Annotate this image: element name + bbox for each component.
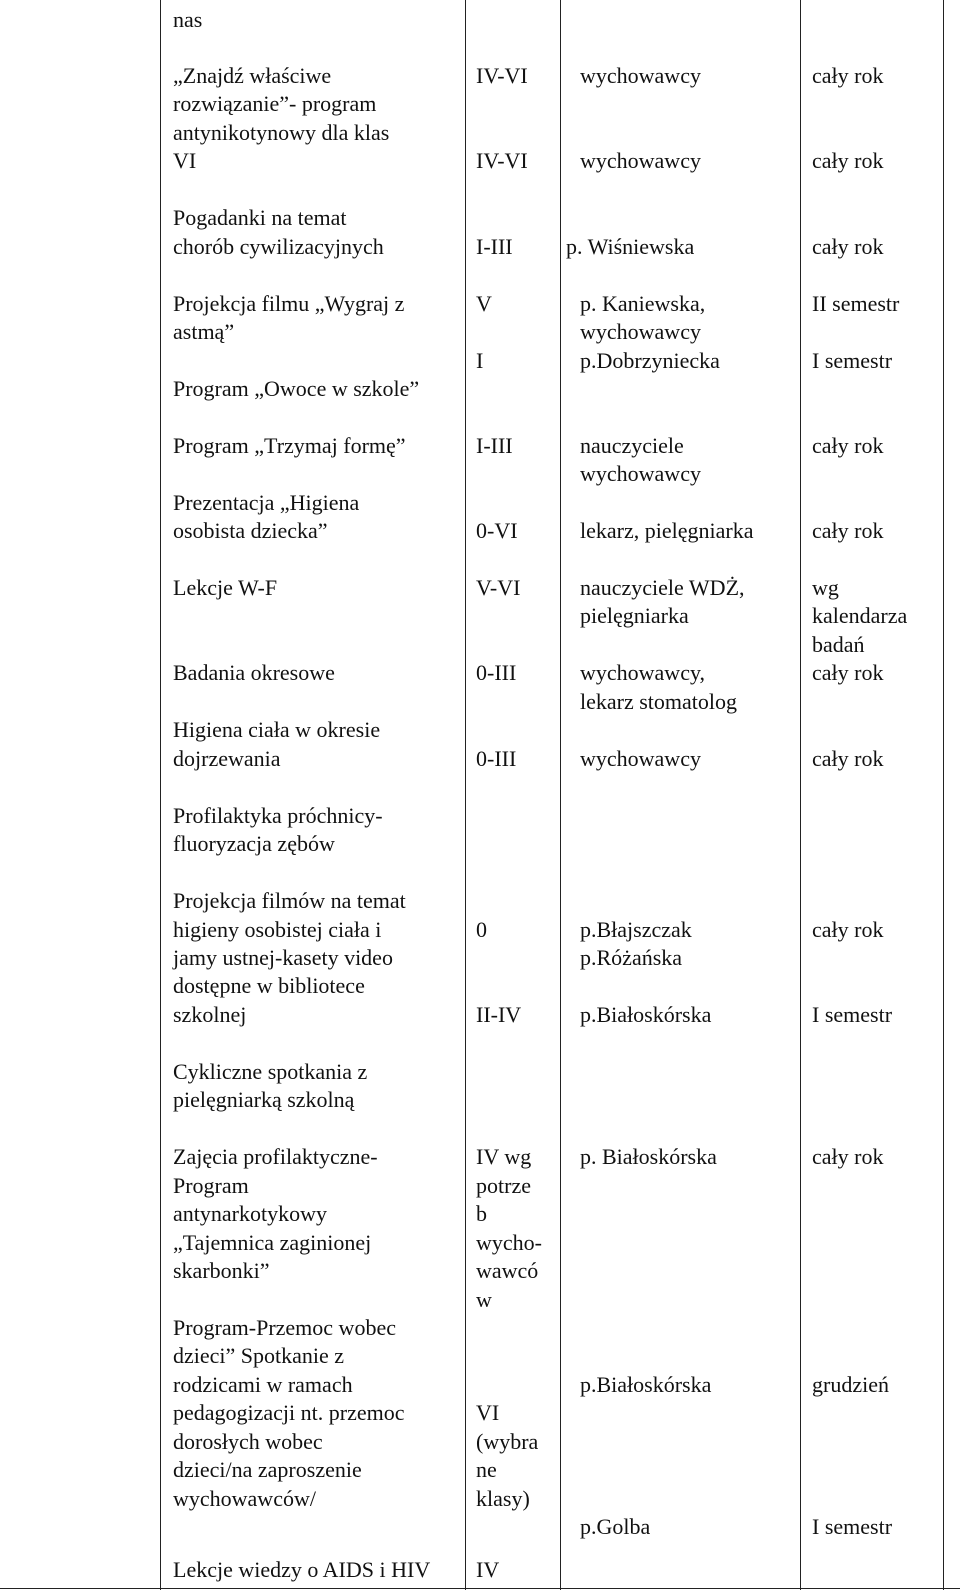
- table-cell: chorób cywilizacyjnych: [173, 234, 384, 259]
- table-cell: wg: [812, 575, 839, 600]
- table-cell: fluoryzacja zębów: [173, 831, 335, 856]
- table-cell: cały rok: [812, 433, 884, 458]
- table-cell: Zajęcia profilaktyczne-: [173, 1144, 378, 1169]
- table-cell: rozwiązanie”- program: [173, 91, 377, 116]
- table-cell: cały rok: [812, 1144, 884, 1169]
- table-cell: pielęgniarka: [580, 603, 689, 628]
- table-cell: Profilaktyka próchnicy-: [173, 803, 383, 828]
- table-cell: wycho-: [476, 1230, 542, 1255]
- table-cell: VI: [173, 148, 197, 173]
- table-cell: IV wg: [476, 1144, 532, 1169]
- table-cell: Cykliczne spotkania z: [173, 1059, 368, 1084]
- table-cell: 0-III: [476, 746, 517, 771]
- table-cell: IV-VI: [476, 63, 528, 88]
- table-cell: dojrzewania: [173, 746, 281, 771]
- table-cell: I-III: [476, 433, 513, 458]
- table-cell: cały rok: [812, 917, 884, 942]
- table-cell: wychowawcy: [580, 746, 701, 771]
- table-cell: badań: [812, 632, 865, 657]
- table-cell: Projekcja filmów na temat: [173, 888, 406, 913]
- table-cell: Badania okresowe: [173, 660, 335, 685]
- table-cell: wychowawcy,: [580, 660, 706, 685]
- table-cell: Higiena ciała w okresie: [173, 717, 381, 742]
- table-cell: p.Błajszczak: [580, 917, 692, 942]
- table-cell: p.Białoskórska: [580, 1002, 712, 1027]
- table-cell: (wybra: [476, 1429, 539, 1454]
- table-cell: p.Różańska: [580, 945, 683, 970]
- table-cell: wychowawcy: [580, 461, 701, 486]
- table-bottom-border: [0, 1588, 960, 1589]
- table-cell: szkolnej: [173, 1002, 247, 1027]
- table-cell: Program „Owoce w szkole”: [173, 376, 420, 401]
- table-cell: „Znajdź właściwe: [173, 63, 332, 88]
- table-cell: cały rok: [812, 518, 884, 543]
- table-cell: higieny osobistej ciała i: [173, 917, 382, 942]
- table-cell: nas: [173, 7, 203, 32]
- table-cell: Projekcja filmu „Wygraj z: [173, 291, 405, 316]
- column-divider: [465, 0, 466, 1590]
- table-cell: dostępne w bibliotece: [173, 973, 365, 998]
- table-cell: lekarz stomatolog: [580, 689, 738, 714]
- table-cell: dzieci” Spotkanie z: [173, 1343, 345, 1368]
- table-cell: klasy): [476, 1486, 530, 1511]
- table-cell: p.Golba: [580, 1514, 651, 1539]
- table-cell: wychowawcy: [580, 63, 701, 88]
- table-cell: cały rok: [812, 746, 884, 771]
- table-cell: IV-VI: [476, 148, 528, 173]
- table-cell: 0-III: [476, 660, 517, 685]
- table-cell: lekarz, pielęgniarka: [580, 518, 754, 543]
- table-cell: cały rok: [812, 660, 884, 685]
- table-cell: wychowawcy: [580, 148, 701, 173]
- table-border-right: [943, 0, 944, 1590]
- table-cell: rodzicami w ramach: [173, 1372, 353, 1397]
- table-cell: Lekcje W-F: [173, 575, 278, 600]
- table-cell: Prezentacja „Higiena: [173, 490, 360, 515]
- table-cell: 0-VI: [476, 518, 518, 543]
- table-cell: nauczyciele WDŻ,: [580, 575, 745, 600]
- table-cell: dzieci/na zaproszenie: [173, 1457, 362, 1482]
- table-cell: I-III: [476, 234, 513, 259]
- table-cell: Program: [173, 1173, 249, 1198]
- table-cell: V: [476, 291, 492, 316]
- table-cell: cały rok: [812, 148, 884, 173]
- table-cell: p. Kaniewska,: [580, 291, 706, 316]
- table-cell: II-IV: [476, 1002, 522, 1027]
- table-cell: nauczyciele: [580, 433, 684, 458]
- table-cell: Program-Przemoc wobec: [173, 1315, 396, 1340]
- table-cell: Pogadanki na temat: [173, 205, 347, 230]
- table-cell: ne: [476, 1457, 497, 1482]
- table-cell: p. Białoskórska: [580, 1144, 717, 1169]
- table-cell: p.Dobrzyniecka: [580, 348, 720, 373]
- table-cell: „Tajemnica zaginionej: [173, 1230, 372, 1255]
- table-cell: astmą”: [173, 319, 235, 344]
- table-cell: V-VI: [476, 575, 521, 600]
- table-cell: wawcó: [476, 1258, 539, 1283]
- table-cell: w: [476, 1287, 492, 1312]
- column-divider: [800, 0, 801, 1590]
- table-cell: p. Wiśniewska: [566, 234, 695, 259]
- table-cell: wychowawców/: [173, 1486, 316, 1511]
- table-cell: II semestr: [812, 291, 900, 316]
- table-cell: dorosłych wobec: [173, 1429, 323, 1454]
- table-cell: cały rok: [812, 63, 884, 88]
- table-cell: 0: [476, 917, 487, 942]
- table-cell: antynarkotykowy: [173, 1201, 327, 1226]
- table-cell: cały rok: [812, 234, 884, 259]
- table-cell: wychowawcy: [580, 319, 701, 344]
- table-cell: I semestr: [812, 348, 893, 373]
- table-cell: osobista dziecka”: [173, 518, 328, 543]
- table-cell: b: [476, 1201, 487, 1226]
- table-cell: jamy ustnej-kasety video: [173, 945, 393, 970]
- table-cell: I: [476, 348, 484, 373]
- table-cell: skarbonki”: [173, 1258, 270, 1283]
- table-cell: p.Białoskórska: [580, 1372, 712, 1397]
- table-cell: pielęgniarką szkolną: [173, 1087, 355, 1112]
- column-divider: [560, 0, 561, 1590]
- table-cell: pedagogizacji nt. przemoc: [173, 1400, 405, 1425]
- table-cell: IV: [476, 1557, 500, 1582]
- table-cell: Program „Trzymaj formę”: [173, 433, 406, 458]
- table-cell: antynikotynowy dla klas: [173, 120, 390, 145]
- table-cell: grudzień: [812, 1372, 889, 1397]
- table-cell: I semestr: [812, 1514, 893, 1539]
- table-cell: potrze: [476, 1173, 531, 1198]
- table-cell: I semestr: [812, 1002, 893, 1027]
- table-border-left: [160, 0, 161, 1590]
- table-cell: Lekcje wiedzy o AIDS i HIV: [173, 1557, 431, 1582]
- table-cell: kalendarza: [812, 603, 908, 628]
- table-cell: VI: [476, 1400, 500, 1425]
